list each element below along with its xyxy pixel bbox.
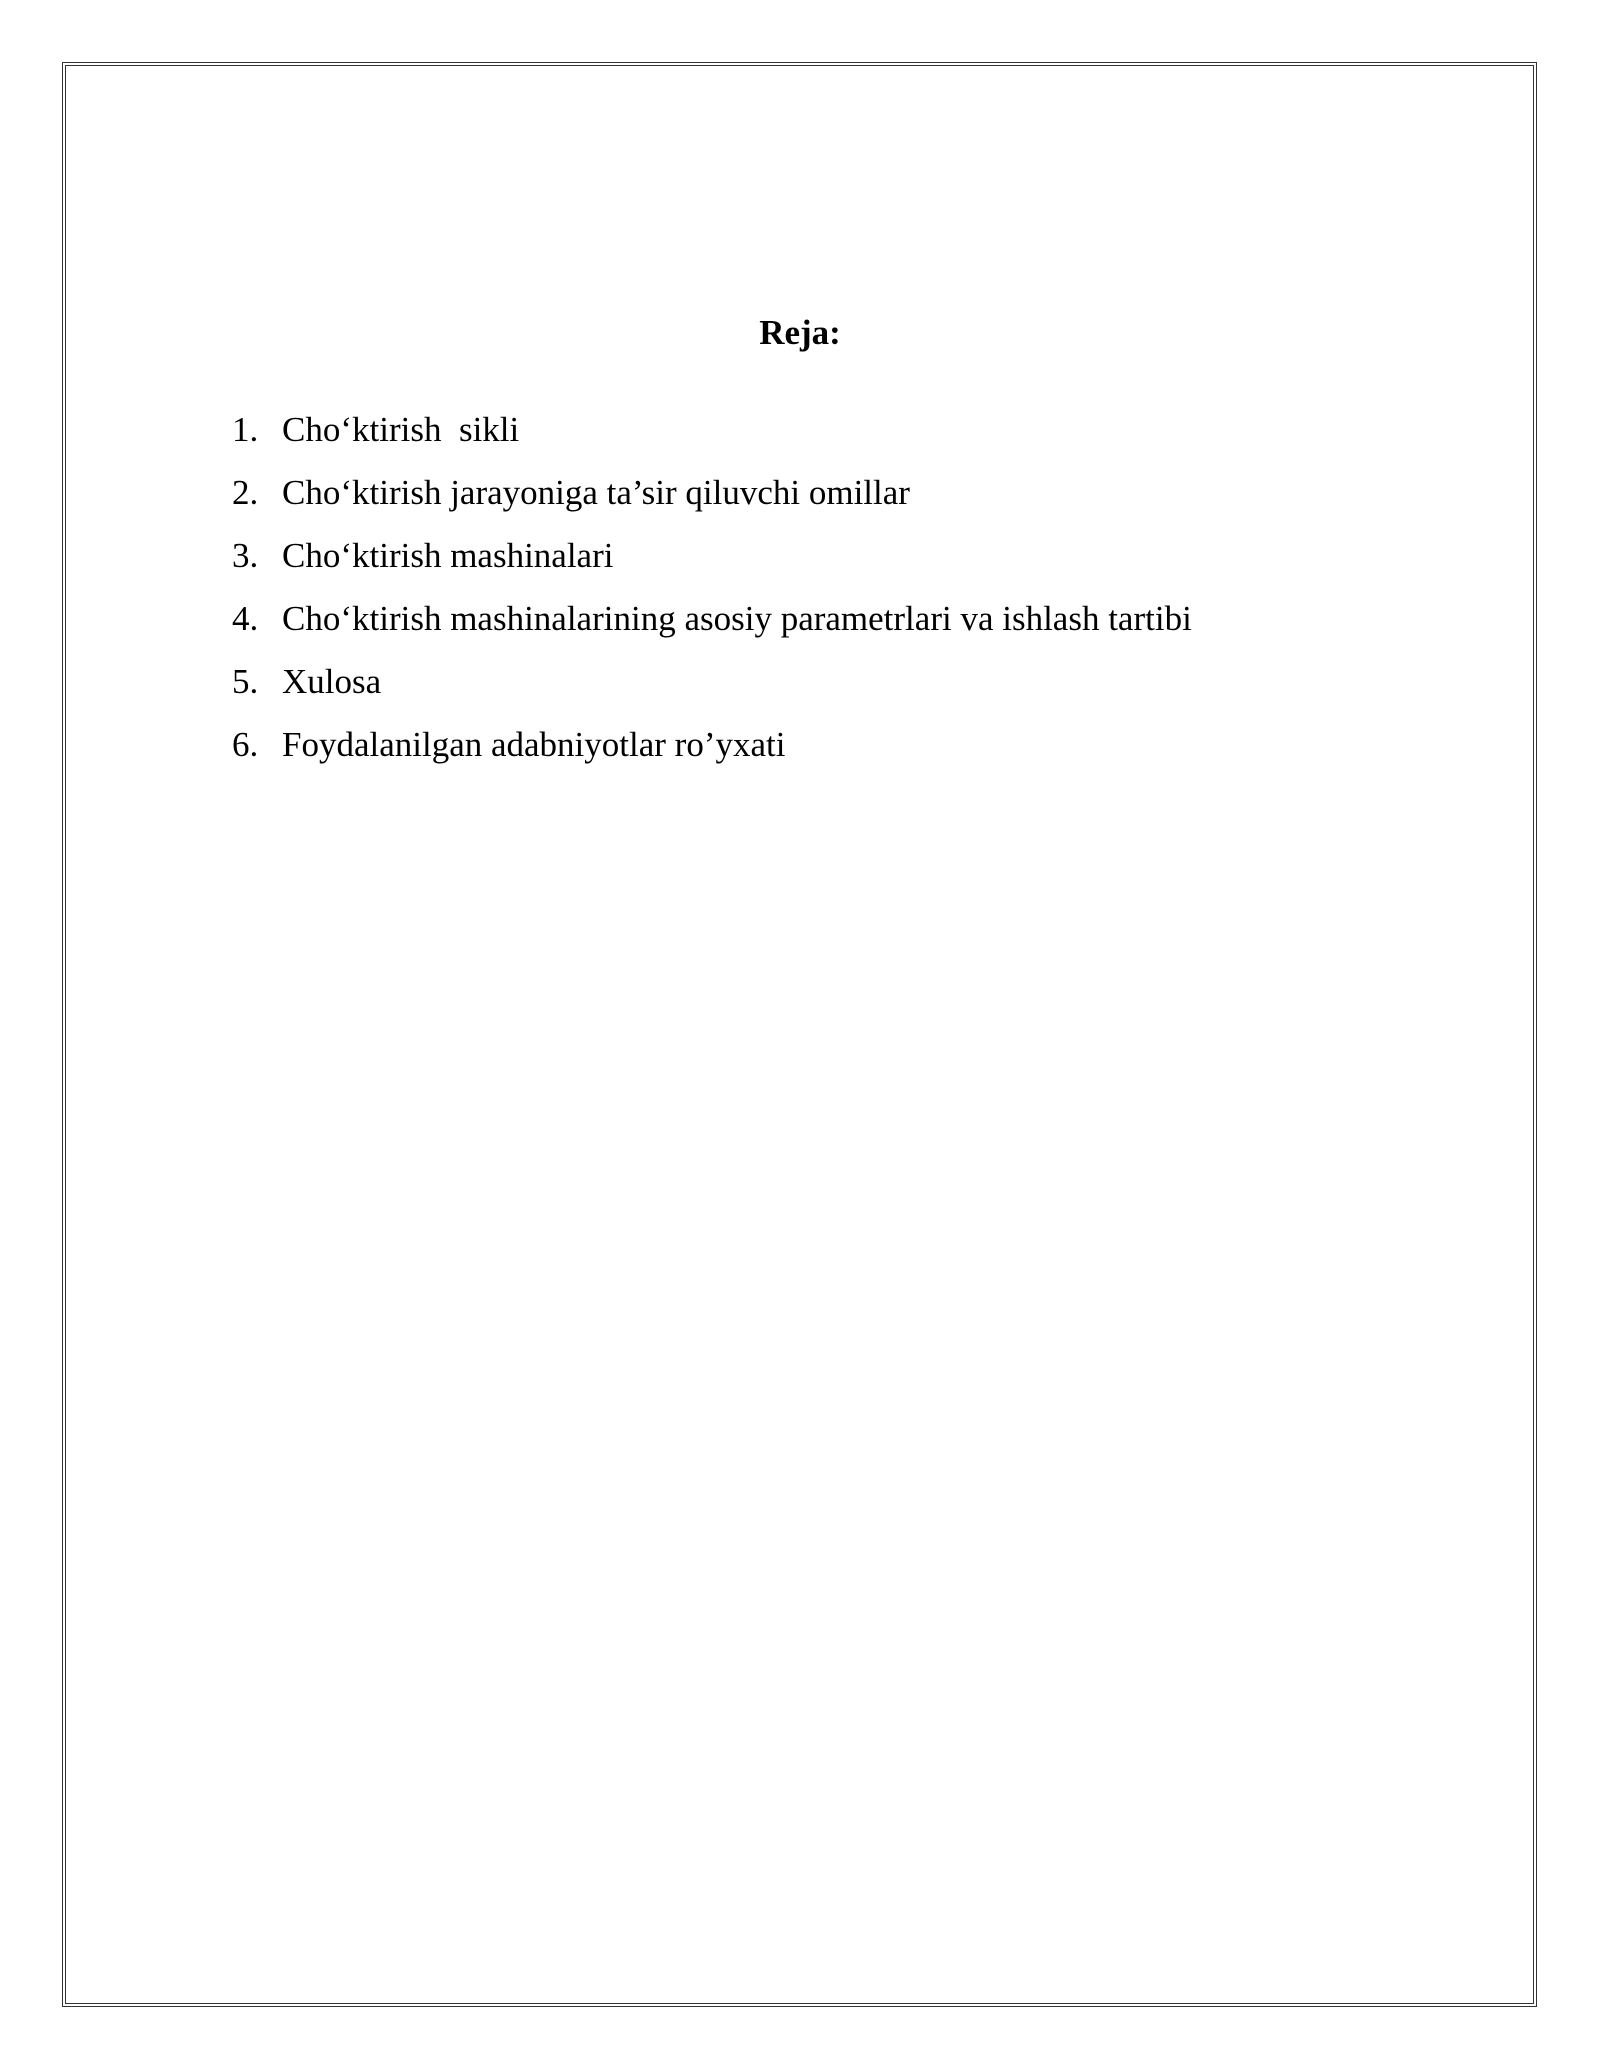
- list-item-text: Xulosa: [282, 662, 382, 701]
- list-item-number: 1.: [232, 410, 259, 449]
- plan-list: [232, 402, 1192, 780]
- list-item: [232, 717, 1192, 780]
- list-item: [232, 528, 1192, 591]
- page-title: Reja:: [759, 313, 841, 352]
- list-item-number: 3.: [232, 536, 259, 575]
- list-item-number: 6.: [232, 725, 259, 764]
- list-item: [232, 591, 1192, 654]
- list-item: [232, 465, 1192, 528]
- list-item-text: Cho‘ktirish mashinalarining asosiy parametrlari va ishlash tartibi: [282, 599, 1192, 638]
- list-item: [232, 402, 1192, 465]
- list-item-text: Cho‘ktirish sikli: [282, 410, 520, 449]
- list-item: [232, 654, 1192, 717]
- list-item-text: Foydalanilgan adabniyotlar ro’yxati: [282, 725, 786, 764]
- list-item-number: 4.: [232, 599, 259, 638]
- list-item-number: 2.: [232, 473, 259, 512]
- list-item-text: Cho‘ktirish jarayoniga ta’sir qiluvchi omillar: [282, 473, 910, 512]
- list-item-text: Cho‘ktirish mashinalari: [282, 536, 614, 575]
- list-item-number: 5.: [232, 662, 259, 701]
